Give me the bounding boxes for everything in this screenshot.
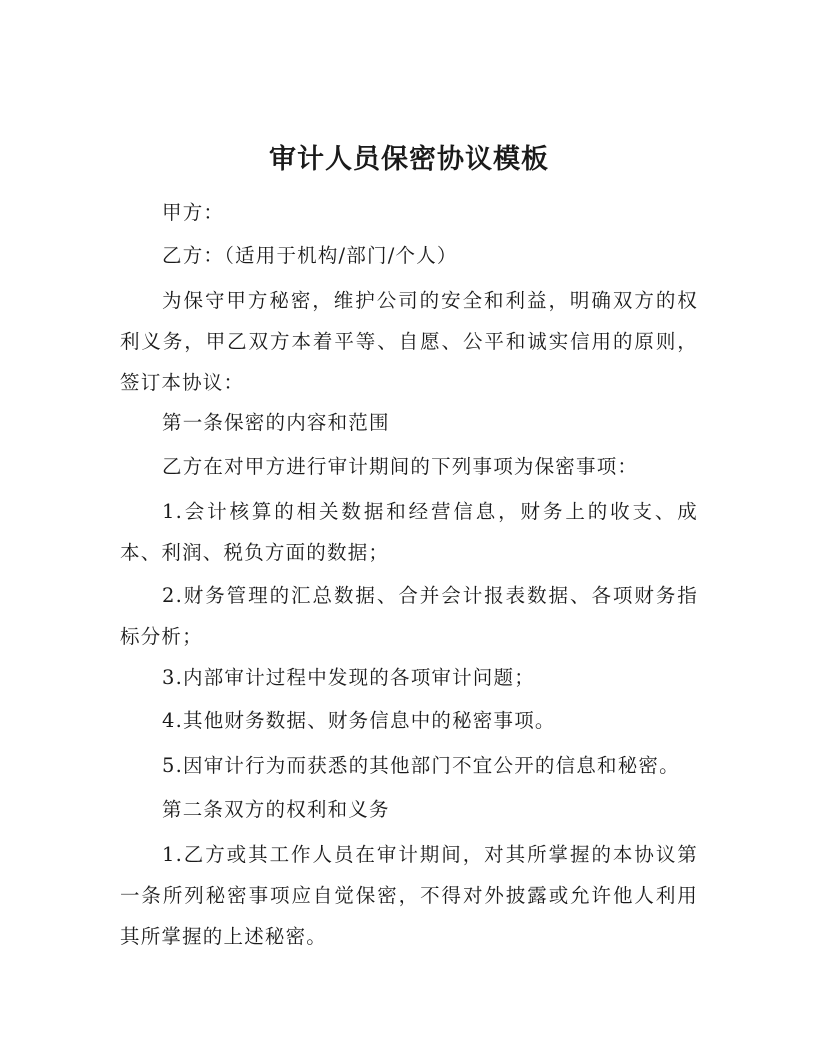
party-a-line: 甲方：	[162, 201, 225, 224]
article-1-item-3: 3.内部审计过程中发现的各项审计问题；	[162, 666, 535, 689]
article-2-heading: 第二条双方的权利和义务	[162, 798, 390, 821]
article-1-item-1: 1.会计核算的相关数据和经营信息，财务上的收支、成本、利润、税负方面的数据；	[120, 500, 698, 564]
article-1-item-5: 5.因审计行为而获悉的其他部门不宜公开的信息和秘密。	[162, 754, 680, 777]
article-1-item-2: 2.财务管理的汇总数据、合并会计报表数据、各项财务指标分析；	[120, 584, 698, 648]
party-b-line: 乙方：（适用于机构/部门/个人）	[162, 244, 458, 267]
article-2-item-1: 1.乙方或其工作人员在审计期间，对其所掌握的本协议第一条所列秘密事项应自觉保密，不得对外披露或允许他人利用其所掌握的上述秘密。	[120, 843, 698, 948]
article-1-lead: 乙方在对甲方进行审计期间的下列事项为保密事项：	[162, 455, 639, 478]
article-1-heading: 第一条保密的内容和范围	[162, 411, 390, 434]
intro-paragraph: 为保守甲方秘密，维护公司的安全和利益，明确双方的权利义务，甲乙双方本着平等、自愿、公平和诚实信用的原则，签订本协议：	[120, 289, 698, 394]
document-title: 审计人员保密协议模板	[269, 144, 549, 175]
article-1-item-4: 4.其他财务数据、财务信息中的秘密事项。	[162, 709, 556, 732]
